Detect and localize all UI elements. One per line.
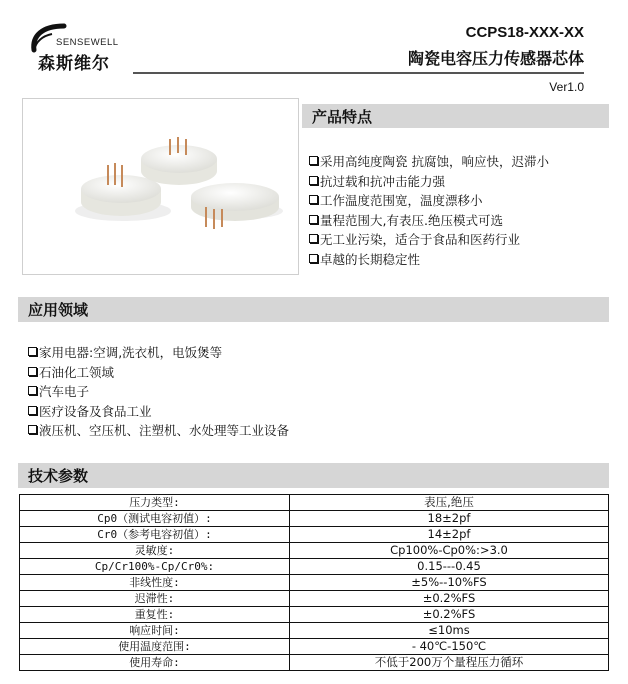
application-text: 石油化工领域: [39, 364, 115, 380]
checkbox-bullet-icon: [28, 386, 37, 395]
logo-english: SENSEWELL: [56, 37, 119, 48]
tech-specs-heading: 技术参数: [18, 463, 609, 488]
checkbox-bullet-icon: [309, 254, 318, 263]
checkbox-bullet-icon: [309, 156, 318, 165]
list-item: [309, 191, 549, 211]
feature-text: 采用高纯度陶瓷 抗腐蚀，响应快，迟滞小: [320, 154, 549, 169]
list-item: [28, 402, 289, 422]
checkbox-bullet-icon: [309, 234, 318, 243]
product-title: 陶瓷电容压力传感器芯体: [407, 49, 584, 68]
checkbox-bullet-icon: [309, 215, 318, 224]
checkbox-bullet-icon: [28, 347, 37, 356]
table-row: [20, 511, 609, 527]
feature-text: 量程范围大,有表压.绝压模式可选: [320, 212, 503, 228]
list-item: [28, 363, 289, 383]
checkbox-bullet-icon: [309, 195, 318, 204]
param-value: ±5%--10%FS: [290, 575, 609, 591]
param-value: 18±2pf: [290, 511, 609, 527]
features-heading: 产品特点: [302, 104, 609, 128]
param-name: 使用温度范围:: [20, 639, 290, 655]
list-item: [28, 343, 289, 363]
header-divider: [133, 72, 584, 74]
param-value: ≤10ms: [290, 623, 609, 639]
application-text: 家用电器:空调,洗衣机，电饭煲等: [39, 345, 223, 360]
param-name: 迟滞性:: [20, 591, 290, 607]
table-row: [20, 543, 609, 559]
param-value: ±0.2%FS: [290, 591, 609, 607]
feature-text: 抗过载和抗冲击能力强: [320, 173, 446, 189]
param-value: 0.15---0.45: [290, 559, 609, 575]
table-row: [20, 607, 609, 623]
table-row: [20, 527, 609, 543]
list-item: [309, 211, 549, 231]
feature-text: 无工业污染，适合于食品和医药行业: [320, 232, 521, 248]
table-row: [20, 655, 609, 671]
table-row: [20, 639, 609, 655]
param-value: 表压,绝压: [290, 495, 609, 511]
checkbox-bullet-icon: [28, 367, 37, 376]
applications-list: [28, 343, 289, 441]
application-text: 汽车电子: [39, 384, 90, 400]
model-number: CCPS18-XXX-XX: [465, 24, 584, 41]
logo-chinese: 森斯维尔: [38, 54, 110, 74]
company-logo: [28, 22, 158, 74]
param-name: 响应时间:: [20, 623, 290, 639]
feature-text: 卓越的长期稳定性: [320, 251, 421, 267]
param-name: 压力类型:: [20, 495, 290, 511]
param-value: 不低于200万个量程压力循环: [290, 655, 609, 671]
list-item: [28, 421, 289, 441]
param-value: - 40℃-150℃: [290, 639, 609, 655]
application-text: 液压机、空压机、注塑机、水处理等工业设备: [39, 423, 290, 439]
param-name: 非线性度:: [20, 575, 290, 591]
list-item: [28, 382, 289, 402]
feature-text: 工作温度范围宽，温度漂移小: [320, 193, 483, 209]
checkbox-bullet-icon: [28, 425, 37, 434]
list-item: [309, 250, 549, 270]
version-label: Ver1.0: [549, 80, 584, 94]
param-name: Cp0（测试电容初值）:: [20, 511, 290, 527]
table-row: [20, 495, 609, 511]
table-row: [20, 575, 609, 591]
features-list: [309, 152, 549, 270]
table-row: [20, 591, 609, 607]
param-name: 使用寿命:: [20, 655, 290, 671]
tech-specs-table: [19, 494, 609, 671]
param-name: 灵敏度:: [20, 543, 290, 559]
list-item: [309, 230, 549, 250]
table-row: [20, 623, 609, 639]
table-row: [20, 559, 609, 575]
list-item: [309, 152, 549, 172]
param-value: Cp100%-Cp0%:>3.0: [290, 543, 609, 559]
checkbox-bullet-icon: [28, 406, 37, 415]
param-name: 重复性:: [20, 607, 290, 623]
param-value: ±0.2%FS: [290, 607, 609, 623]
param-value: 14±2pf: [290, 527, 609, 543]
checkbox-bullet-icon: [309, 176, 318, 185]
ceramic-sensor-image: [23, 99, 298, 274]
list-item: [309, 172, 549, 192]
param-name: Cr0（参考电容初值）:: [20, 527, 290, 543]
applications-heading: 应用领域: [18, 297, 609, 322]
application-text: 医疗设备及食品工业: [39, 403, 152, 419]
product-photo: [22, 98, 299, 275]
param-name: Cp/Cr100%-Cp/Cr0%:: [20, 559, 290, 575]
